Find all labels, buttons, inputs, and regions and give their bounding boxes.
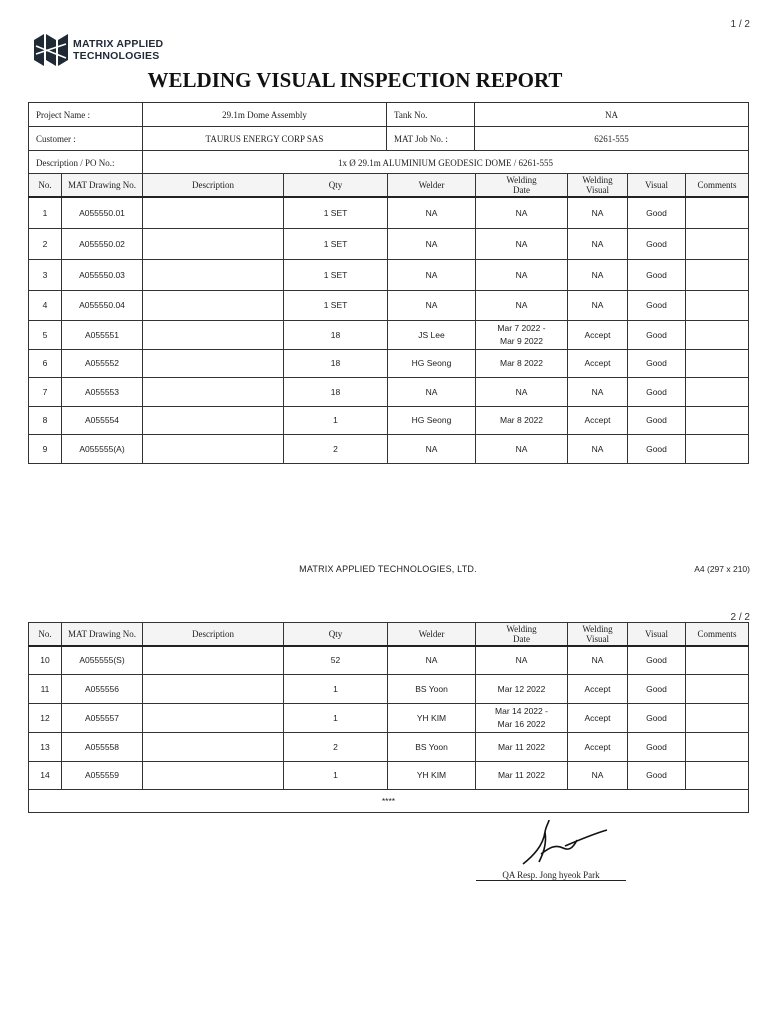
signature-label: QA Resp. Jong hyeok Park xyxy=(502,870,600,880)
page-number-2: 2 / 2 xyxy=(730,612,750,623)
signature-line xyxy=(476,880,626,881)
cell-description xyxy=(143,228,284,259)
cell-visual: Good xyxy=(628,646,686,674)
cell-visual: Good xyxy=(628,434,686,463)
cell-drawing: A055550.03 xyxy=(62,259,143,290)
tank-no-label: Tank No. xyxy=(387,103,475,127)
col-welding-date: Welding Date xyxy=(476,623,568,647)
table-row xyxy=(29,228,749,259)
cell-date: NA xyxy=(476,228,568,259)
cell-description xyxy=(143,732,284,761)
table-row xyxy=(29,377,749,406)
cell-welding-visual: NA xyxy=(568,290,628,320)
cell-visual: Good xyxy=(628,377,686,406)
cell-no: 10 xyxy=(29,646,62,674)
cell-drawing: A055552 xyxy=(62,349,143,377)
inspection-table-page1 xyxy=(28,173,749,464)
col-description: Description xyxy=(143,623,284,647)
cell-welder: NA xyxy=(388,377,476,406)
cell-welding-visual: NA xyxy=(568,377,628,406)
cell-qty: 52 xyxy=(284,646,388,674)
cell-comments xyxy=(686,320,749,349)
cell-drawing: A055558 xyxy=(62,732,143,761)
cell-visual: Good xyxy=(628,197,686,228)
cell-comments xyxy=(686,761,749,789)
table-row xyxy=(29,406,749,434)
cell-qty: 1 SET xyxy=(284,259,388,290)
cell-welding-visual: Accept xyxy=(568,349,628,377)
cell-description xyxy=(143,197,284,228)
col-no: No. xyxy=(29,623,62,647)
cell-welding-visual: NA xyxy=(568,197,628,228)
paper-size: A4 (297 x 210) xyxy=(694,564,750,574)
cell-visual: Good xyxy=(628,703,686,732)
cell-date: Mar 11 2022 xyxy=(476,761,568,789)
cell-no: 9 xyxy=(29,434,62,463)
col-visual: Visual xyxy=(628,623,686,647)
cell-visual: Good xyxy=(628,228,686,259)
cell-description xyxy=(143,259,284,290)
cell-no: 13 xyxy=(29,732,62,761)
cell-qty: 1 SET xyxy=(284,290,388,320)
table-row xyxy=(29,761,749,789)
description-po-label: Description / PO No.: xyxy=(29,151,143,175)
cell-welder: YH KIM xyxy=(388,761,476,789)
description-po-value: 1x Ø 29.1m ALUMINIUM GEODESIC DOME / 6261-555 xyxy=(143,151,749,175)
page-number: 1 / 2 xyxy=(730,19,750,30)
end-marker: **** xyxy=(29,789,749,812)
cell-drawing: A055550.01 xyxy=(62,197,143,228)
cell-visual: Good xyxy=(628,320,686,349)
cell-no: 5 xyxy=(29,320,62,349)
col-visual: Visual xyxy=(628,174,686,198)
cell-welder: NA xyxy=(388,259,476,290)
cell-description xyxy=(143,349,284,377)
cell-no: 1 xyxy=(29,197,62,228)
cell-date: NA xyxy=(476,377,568,406)
col-welder: Welder xyxy=(388,174,476,198)
cell-no: 8 xyxy=(29,406,62,434)
cell-no: 4 xyxy=(29,290,62,320)
cell-description xyxy=(143,320,284,349)
table-row xyxy=(29,197,749,228)
cell-welder: BS Yoon xyxy=(388,732,476,761)
cell-comments xyxy=(686,732,749,761)
col-qty: Qty xyxy=(284,174,388,198)
cell-visual: Good xyxy=(628,674,686,703)
cell-visual: Good xyxy=(628,259,686,290)
cell-comments xyxy=(686,259,749,290)
cell-no: 7 xyxy=(29,377,62,406)
cell-date: Mar 11 2022 xyxy=(476,732,568,761)
cell-no: 14 xyxy=(29,761,62,789)
cell-welder: NA xyxy=(388,434,476,463)
table-row xyxy=(29,259,749,290)
table-row xyxy=(29,646,749,674)
end-row xyxy=(29,789,749,812)
cell-visual: Good xyxy=(628,406,686,434)
table-row xyxy=(29,703,749,732)
logo-line-2: TECHNOLOGIES xyxy=(73,50,160,62)
cell-welding-visual: Accept xyxy=(568,320,628,349)
signature-image xyxy=(515,818,615,870)
cell-welder: HG Seong xyxy=(388,406,476,434)
customer-label: Customer : xyxy=(29,127,143,151)
cell-description xyxy=(143,703,284,732)
table-row xyxy=(29,349,749,377)
cell-visual: Good xyxy=(628,732,686,761)
cell-comments xyxy=(686,228,749,259)
cell-comments xyxy=(686,377,749,406)
cell-comments xyxy=(686,290,749,320)
job-no-label: MAT Job No. : xyxy=(387,127,475,151)
cell-comments xyxy=(686,406,749,434)
cell-comments xyxy=(686,674,749,703)
cell-welding-visual: NA xyxy=(568,434,628,463)
logo-line-1: MATRIX APPLIED xyxy=(73,38,164,50)
cell-description xyxy=(143,377,284,406)
project-name-value: 29.1m Dome Assembly xyxy=(143,103,387,127)
cell-qty: 1 xyxy=(284,674,388,703)
col-welding-visual: Welding Visual xyxy=(568,174,628,198)
cell-date: NA xyxy=(476,434,568,463)
col-welding-visual: Welding Visual xyxy=(568,623,628,647)
footer-company: MATRIX APPLIED TECHNOLOGIES, LTD. xyxy=(299,564,477,574)
cell-qty: 18 xyxy=(284,377,388,406)
cell-drawing: A055555(S) xyxy=(62,646,143,674)
cell-qty: 2 xyxy=(284,732,388,761)
cell-date: NA xyxy=(476,646,568,674)
cell-welding-visual: Accept xyxy=(568,703,628,732)
cell-date: Mar 14 2022 - Mar 16 2022 xyxy=(476,703,568,732)
cell-welding-visual: NA xyxy=(568,761,628,789)
cell-qty: 18 xyxy=(284,320,388,349)
cell-comments xyxy=(686,646,749,674)
cell-drawing: A055556 xyxy=(62,674,143,703)
cell-date: Mar 12 2022 xyxy=(476,674,568,703)
col-comments: Comments xyxy=(686,174,749,198)
cell-visual: Good xyxy=(628,290,686,320)
cell-welder: NA xyxy=(388,197,476,228)
cell-welding-visual: NA xyxy=(568,259,628,290)
cell-date: NA xyxy=(476,290,568,320)
col-no: No. xyxy=(29,174,62,198)
cell-qty: 1 SET xyxy=(284,228,388,259)
cell-no: 3 xyxy=(29,259,62,290)
cell-date: NA xyxy=(476,259,568,290)
project-header-table xyxy=(28,102,749,175)
cell-drawing: A055559 xyxy=(62,761,143,789)
cell-date: Mar 8 2022 xyxy=(476,349,568,377)
cell-description xyxy=(143,646,284,674)
col-drawing: MAT Drawing No. xyxy=(62,623,143,647)
cell-qty: 1 xyxy=(284,761,388,789)
cell-welder: NA xyxy=(388,646,476,674)
cell-visual: Good xyxy=(628,349,686,377)
col-qty: Qty xyxy=(284,623,388,647)
cell-drawing: A055551 xyxy=(62,320,143,349)
cell-description xyxy=(143,434,284,463)
cell-no: 6 xyxy=(29,349,62,377)
cell-date: Mar 8 2022 xyxy=(476,406,568,434)
project-name-label: Project Name : xyxy=(29,103,143,127)
cell-welding-visual: Accept xyxy=(568,674,628,703)
cell-no: 11 xyxy=(29,674,62,703)
cell-welder: NA xyxy=(388,290,476,320)
cell-comments xyxy=(686,703,749,732)
tank-no-value: NA xyxy=(475,103,749,127)
cell-welding-visual: Accept xyxy=(568,406,628,434)
report-title: WELDING VISUAL INSPECTION REPORT xyxy=(147,68,563,92)
cell-welder: NA xyxy=(388,228,476,259)
company-logo xyxy=(32,32,172,68)
cell-qty: 18 xyxy=(284,349,388,377)
cell-no: 2 xyxy=(29,228,62,259)
cell-description xyxy=(143,290,284,320)
cell-drawing: A055550.04 xyxy=(62,290,143,320)
customer-value: TAURUS ENERGY CORP SAS xyxy=(143,127,387,151)
col-welder: Welder xyxy=(388,623,476,647)
cell-drawing: A055557 xyxy=(62,703,143,732)
table-row xyxy=(29,674,749,703)
table-row xyxy=(29,434,749,463)
cell-visual: Good xyxy=(628,761,686,789)
matrix-logo-icon xyxy=(32,32,70,68)
cell-comments xyxy=(686,349,749,377)
cell-drawing: A055554 xyxy=(62,406,143,434)
cell-welder: HG Seong xyxy=(388,349,476,377)
table-row xyxy=(29,732,749,761)
cell-qty: 2 xyxy=(284,434,388,463)
cell-welding-visual: Accept xyxy=(568,732,628,761)
table-row xyxy=(29,320,749,349)
col-comments: Comments xyxy=(686,623,749,647)
cell-no: 12 xyxy=(29,703,62,732)
cell-description xyxy=(143,406,284,434)
cell-description xyxy=(143,761,284,789)
cell-comments xyxy=(686,197,749,228)
cell-drawing: A055550.02 xyxy=(62,228,143,259)
cell-comments xyxy=(686,434,749,463)
col-welding-date: Welding Date xyxy=(476,174,568,198)
cell-welder: BS Yoon xyxy=(388,674,476,703)
cell-drawing: A055553 xyxy=(62,377,143,406)
cell-qty: 1 xyxy=(284,406,388,434)
table-row xyxy=(29,290,749,320)
col-description: Description xyxy=(143,174,284,198)
cell-description xyxy=(143,674,284,703)
cell-date: NA xyxy=(476,197,568,228)
job-no-value: 6261-555 xyxy=(475,127,749,151)
cell-welder: YH KIM xyxy=(388,703,476,732)
cell-qty: 1 SET xyxy=(284,197,388,228)
cell-qty: 1 xyxy=(284,703,388,732)
cell-drawing: A055555(A) xyxy=(62,434,143,463)
cell-welder: JS Lee xyxy=(388,320,476,349)
cell-welding-visual: NA xyxy=(568,228,628,259)
cell-welding-visual: NA xyxy=(568,646,628,674)
col-drawing: MAT Drawing No. xyxy=(62,174,143,198)
inspection-table-page2 xyxy=(28,622,749,813)
cell-date: Mar 7 2022 - Mar 9 2022 xyxy=(476,320,568,349)
